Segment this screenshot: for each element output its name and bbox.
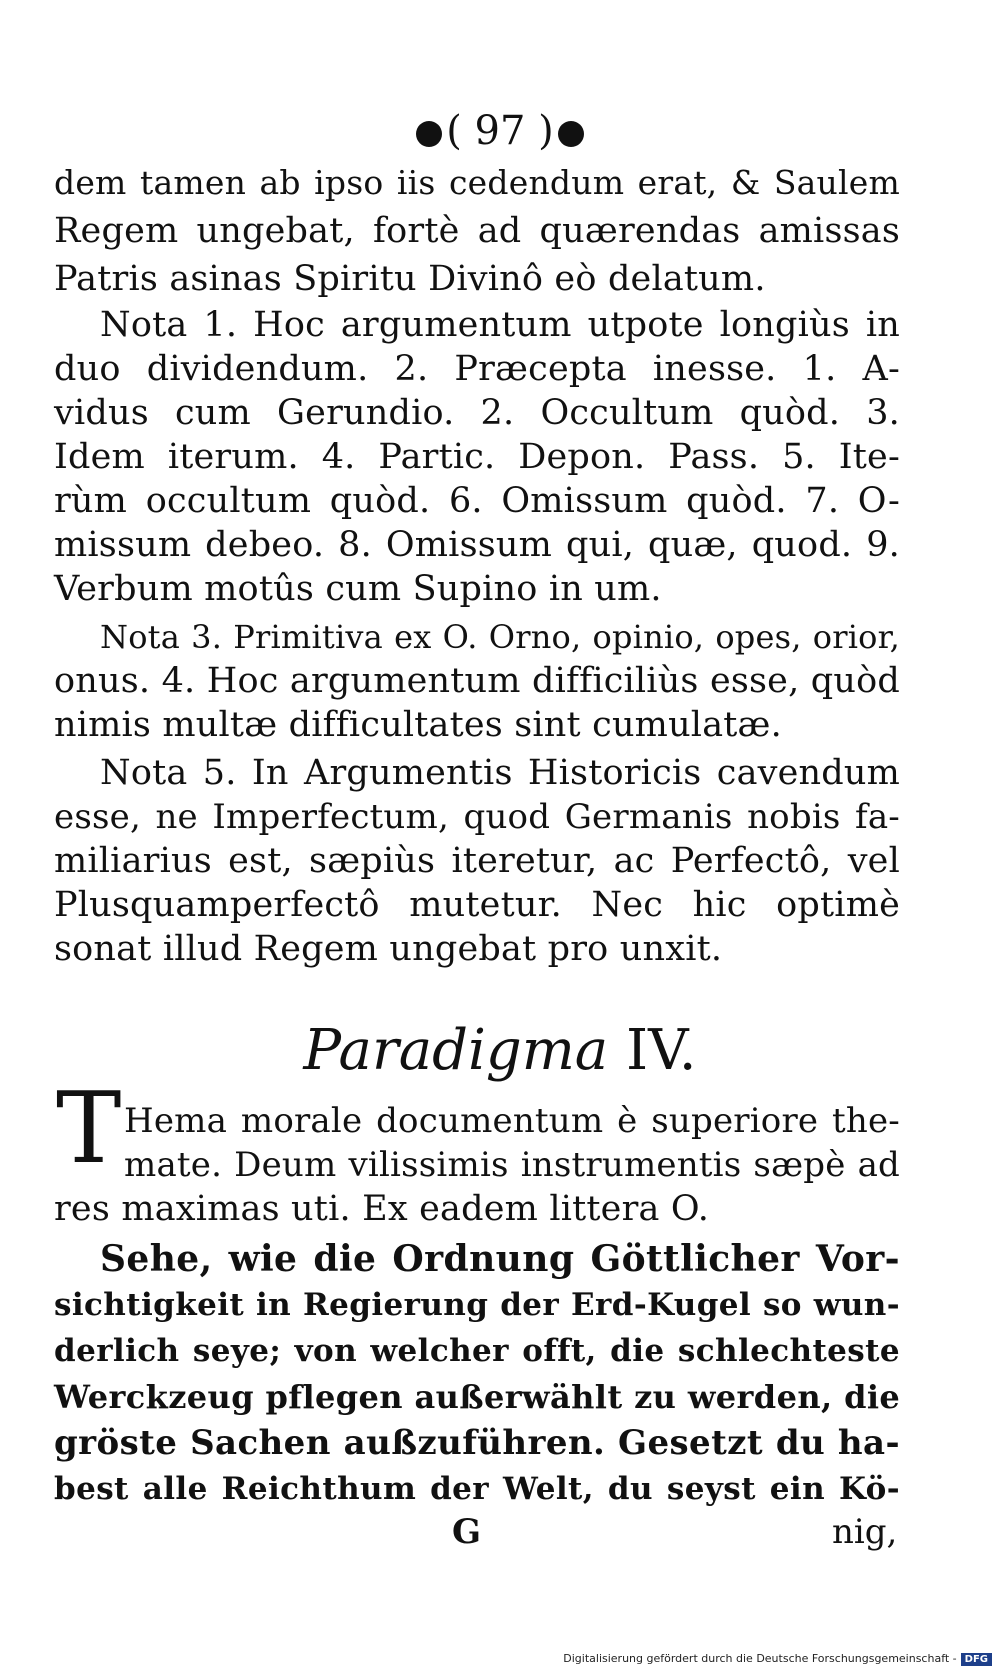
nota1-line: Nota 1. Hoc argumentum utpote longiùs in — [100, 305, 900, 345]
dfg-logo: DFG — [961, 1653, 992, 1666]
nota3-line: nimis multæ difficultates sint cumulatæ. — [54, 705, 782, 745]
nota1-line: duo dividendum. 2. Præcepta inesse. 1. A- — [54, 349, 900, 389]
nota1-line: vidus cum Gerundio. 2. Occultum quòd. 3. — [54, 393, 900, 433]
page-header — [0, 108, 1000, 154]
german-line: Sehe, wie die Ordnung Göttlicher Vor- — [100, 1238, 900, 1280]
footer-text: Digitalisierung gefördert durch die Deutsche Forschungsgemeinschaft - — [563, 1652, 957, 1665]
heading-numeral: IV. — [626, 1018, 697, 1083]
nota5-line: esse, ne Imperfectum, quod Germanis nobis fa- — [54, 797, 900, 837]
nota1-line: missum debeo. 8. Omissum qui, quæ, quod. 9. — [54, 525, 900, 565]
page-number: 97 — [474, 108, 526, 154]
german-line: sichtigkeit in Regierung der Erd-Kugel so wun- — [54, 1287, 900, 1323]
german-line: Werckzeug pflegen außerwählt zu werden, die — [54, 1378, 901, 1416]
nota5-line: miliarius est, sæpiùs iteretur, ac Perfectô, vel — [54, 841, 900, 881]
section-heading — [0, 1018, 1000, 1083]
ornament-right-icon — [558, 121, 584, 147]
open-bracket: ( — [446, 108, 462, 154]
nota5-line: Nota 5. In Argumentis Historicis cavendum — [100, 753, 900, 793]
nota5-line: Plusquamperfectô mutetur. Nec hic optimè — [54, 885, 900, 925]
thema-line: mate. Deum vilissimis instrumentis sæpè ad — [124, 1145, 900, 1185]
nota3-line: Nota 3. Primitiva ex O. Orno, opinio, opes, orior, — [100, 618, 900, 656]
nota3-line: onus. 4. Hoc argumentum difficiliùs esse, quòd — [54, 661, 900, 701]
text-line: dem tamen ab ipso iis cedendum erat, & Saulem — [54, 163, 900, 202]
nota1-line: rùm occultum quòd. 6. Omissum quòd. 7. O- — [54, 481, 900, 521]
nota1-line: Idem iterum. 4. Partic. Depon. Pass. 5. Ite- — [54, 437, 900, 477]
signature-mark: G — [452, 1512, 482, 1552]
ornament-left-icon — [416, 121, 442, 147]
digitization-footer — [563, 1652, 992, 1666]
german-line: derlich seye; von welcher offt, die schlechteste — [54, 1333, 900, 1369]
text-line: Patris asinas Spiritu Divinô eò delatum. — [54, 259, 766, 299]
drop-cap: T — [56, 1072, 122, 1186]
thema-line: Hema morale documentum è superiore the- — [124, 1101, 900, 1141]
heading-word: Paradigma — [303, 1018, 609, 1083]
close-bracket: ) — [538, 108, 554, 154]
nota1-line: Verbum motûs cum Supino in um. — [54, 569, 662, 609]
thema-line: res maximas uti. Ex eadem littera O. — [54, 1189, 710, 1229]
catchword: nig, — [832, 1512, 898, 1552]
text-line: Regem ungebat, fortè ad quærendas amissas — [54, 211, 900, 251]
german-line: gröste Sachen außzuführen. Gesetzt du ha- — [54, 1423, 900, 1463]
german-line: best alle Reichthum der Welt, du seyst ein Kö- — [54, 1471, 900, 1507]
nota5-line: sonat illud Regem ungebat pro unxit. — [54, 929, 723, 969]
